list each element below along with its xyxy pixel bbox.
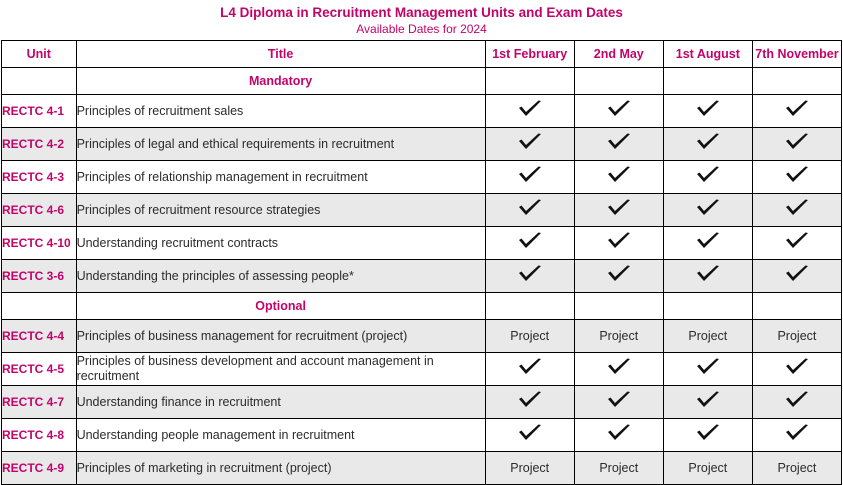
unit-code: RECTC 4-6	[2, 194, 77, 227]
tick-icon	[606, 424, 632, 444]
tick-icon	[784, 265, 810, 285]
unit-title: Principles of business management for recruitment (project)	[76, 320, 485, 353]
exam-date-cell	[752, 260, 841, 293]
exam-date-cell	[574, 128, 663, 161]
tick-icon	[517, 100, 543, 120]
tick-icon	[695, 232, 721, 252]
unit-code: RECTC 4-1	[2, 95, 77, 128]
tick-icon	[784, 100, 810, 120]
section-row	[2, 68, 842, 95]
unit-code: RECTC 3-6	[2, 260, 77, 293]
tick-icon	[695, 100, 721, 120]
table-row	[2, 260, 842, 293]
title-block	[0, 0, 843, 40]
column-header-date-1: 1st February	[485, 41, 574, 68]
exam-date-cell	[485, 194, 574, 227]
unit-title: Principles of relationship management in recruitment	[76, 161, 485, 194]
column-header-date-3: 1st August	[663, 41, 752, 68]
unit-title: Principles of business development and account management in recruitment	[76, 353, 485, 386]
table-row	[2, 227, 842, 260]
exam-date-cell	[752, 128, 841, 161]
header-row	[2, 41, 842, 68]
tick-icon	[695, 391, 721, 411]
exam-date-cell	[485, 353, 574, 386]
page-subtitle: Available Dates for 2024	[356, 22, 487, 36]
exam-date-cell	[574, 161, 663, 194]
tick-icon	[606, 166, 632, 186]
exam-date-cell: Project	[663, 320, 752, 353]
exam-date-cell	[485, 128, 574, 161]
tick-icon	[517, 358, 543, 378]
tick-icon	[606, 100, 632, 120]
unit-title: Principles of recruitment resource strategies	[76, 194, 485, 227]
exam-date-cell: Project	[574, 452, 663, 485]
exam-date-cell: Project	[752, 452, 841, 485]
exam-date-cell	[574, 353, 663, 386]
exam-date-cell: Project	[663, 452, 752, 485]
section-date-blank	[574, 68, 663, 95]
unit-title: Understanding people management in recruitment	[76, 419, 485, 452]
table-row	[2, 386, 842, 419]
exam-date-cell	[752, 95, 841, 128]
exam-date-cell	[574, 260, 663, 293]
tick-icon	[517, 424, 543, 444]
section-date-blank	[485, 68, 574, 95]
tick-icon	[695, 265, 721, 285]
tick-icon	[784, 166, 810, 186]
tick-icon	[606, 358, 632, 378]
section-unit-blank	[2, 293, 77, 320]
unit-code: RECTC 4-7	[2, 386, 77, 419]
exam-date-cell	[485, 227, 574, 260]
exam-date-cell	[752, 353, 841, 386]
tick-icon	[606, 391, 632, 411]
column-header-title: Title	[76, 41, 485, 68]
section-label: Mandatory	[76, 68, 485, 95]
exam-date-cell	[485, 419, 574, 452]
table-row	[2, 161, 842, 194]
exam-date-cell	[752, 227, 841, 260]
units-table	[1, 40, 842, 485]
exam-date-cell	[663, 227, 752, 260]
exam-date-cell	[752, 419, 841, 452]
exam-date-cell	[663, 260, 752, 293]
table-row	[2, 419, 842, 452]
exam-date-cell	[574, 227, 663, 260]
unit-title: Principles of marketing in recruitment (project)	[76, 452, 485, 485]
unit-title: Principles of legal and ethical requirements in recruitment	[76, 128, 485, 161]
exam-date-cell	[663, 128, 752, 161]
exam-date-cell	[752, 386, 841, 419]
unit-title: Understanding recruitment contracts	[76, 227, 485, 260]
tick-icon	[695, 358, 721, 378]
unit-title: Principles of recruitment sales	[76, 95, 485, 128]
section-date-blank	[663, 68, 752, 95]
table-row	[2, 353, 842, 386]
unit-code: RECTC 4-3	[2, 161, 77, 194]
exam-date-cell	[663, 194, 752, 227]
tick-icon	[695, 199, 721, 219]
tick-icon	[784, 391, 810, 411]
exam-date-cell	[485, 260, 574, 293]
exam-date-cell	[663, 161, 752, 194]
unit-code: RECTC 4-9	[2, 452, 77, 485]
table-row	[2, 320, 842, 353]
tick-icon	[695, 424, 721, 444]
tick-icon	[784, 133, 810, 153]
exam-date-cell	[574, 386, 663, 419]
table-row	[2, 452, 842, 485]
table-body	[2, 68, 842, 485]
exam-date-cell	[663, 95, 752, 128]
unit-code: RECTC 4-5	[2, 353, 77, 386]
unit-code: RECTC 4-4	[2, 320, 77, 353]
unit-code: RECTC 4-8	[2, 419, 77, 452]
table-row	[2, 95, 842, 128]
tick-icon	[606, 199, 632, 219]
tick-icon	[695, 133, 721, 153]
tick-icon	[784, 232, 810, 252]
tick-icon	[606, 133, 632, 153]
exam-date-cell	[752, 194, 841, 227]
tick-icon	[517, 391, 543, 411]
section-unit-blank	[2, 68, 77, 95]
section-date-blank	[752, 293, 841, 320]
exam-date-cell	[752, 161, 841, 194]
exam-date-cell: Project	[485, 320, 574, 353]
unit-code: RECTC 4-10	[2, 227, 77, 260]
unit-title: Understanding finance in recruitment	[76, 386, 485, 419]
table-row	[2, 194, 842, 227]
tick-icon	[517, 166, 543, 186]
tick-icon	[606, 232, 632, 252]
exam-date-cell	[574, 95, 663, 128]
tick-icon	[517, 265, 543, 285]
tick-icon	[695, 166, 721, 186]
tick-icon	[606, 265, 632, 285]
exam-date-cell	[574, 419, 663, 452]
exam-date-cell	[485, 161, 574, 194]
section-date-blank	[485, 293, 574, 320]
exam-date-cell: Project	[574, 320, 663, 353]
tick-icon	[517, 232, 543, 252]
unit-title: Understanding the principles of assessing people*	[76, 260, 485, 293]
section-label: Optional	[76, 293, 485, 320]
tick-icon	[784, 199, 810, 219]
section-date-blank	[752, 68, 841, 95]
unit-code: RECTC 4-2	[2, 128, 77, 161]
exam-date-cell	[663, 386, 752, 419]
exam-date-cell	[663, 353, 752, 386]
table-row	[2, 128, 842, 161]
exam-date-cell	[574, 194, 663, 227]
column-header-unit: Unit	[2, 41, 77, 68]
exam-date-cell: Project	[752, 320, 841, 353]
tick-icon	[517, 133, 543, 153]
column-header-date-2: 2nd May	[574, 41, 663, 68]
exam-date-cell: Project	[485, 452, 574, 485]
table-header	[2, 41, 842, 68]
exam-date-cell	[663, 419, 752, 452]
page-title: L4 Diploma in Recruitment Management Units and Exam Dates	[220, 5, 623, 20]
column-header-date-4: 7th November	[752, 41, 841, 68]
exam-date-cell	[485, 95, 574, 128]
exam-date-cell	[485, 386, 574, 419]
section-date-blank	[663, 293, 752, 320]
tick-icon	[517, 199, 543, 219]
tick-icon	[784, 358, 810, 378]
tick-icon	[784, 424, 810, 444]
section-date-blank	[574, 293, 663, 320]
section-row	[2, 293, 842, 320]
